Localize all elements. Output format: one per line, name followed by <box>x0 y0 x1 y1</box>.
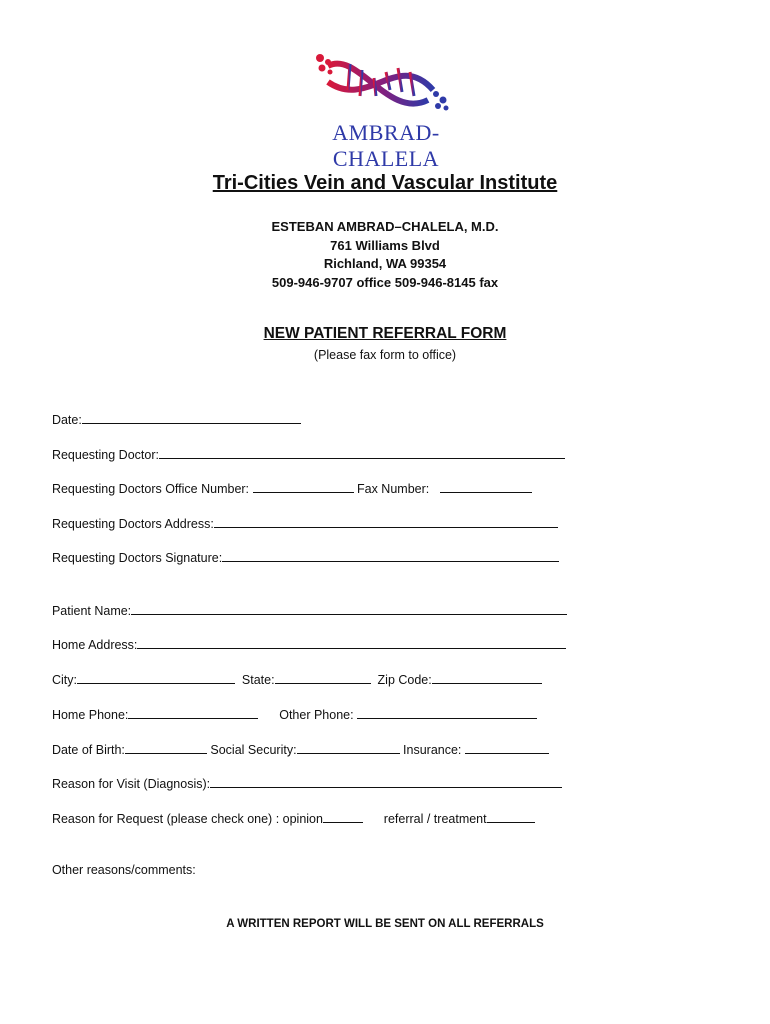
phone-fax-line: 509-946-9707 office 509-946-8145 fax <box>271 275 499 290</box>
dna-helix-icon <box>288 50 484 120</box>
patient-name-row <box>45 589 567 618</box>
referral-treatment-checkbox[interactable] <box>487 811 535 823</box>
date-label: Date: <box>51 413 82 427</box>
doctor-signature-label: Requesting Doctors Signature: <box>51 551 223 565</box>
date-field[interactable] <box>82 412 301 424</box>
opinion-checkbox[interactable] <box>323 811 363 823</box>
office-number-field[interactable] <box>253 481 354 493</box>
institute-title: Tri-Cities Vein and Vascular Institute <box>212 172 558 194</box>
fax-number-field[interactable] <box>440 481 532 493</box>
reason-request-row <box>45 797 535 826</box>
doctor-address-row <box>45 502 558 531</box>
street-address: 761 Williams Blvd <box>330 238 440 253</box>
reason-visit-field[interactable] <box>210 776 562 788</box>
patient-name-field[interactable] <box>131 603 567 615</box>
other-phone-field[interactable] <box>357 707 537 719</box>
insurance-label: Insurance: <box>403 743 462 757</box>
fax-number-label: Fax Number: <box>357 482 430 496</box>
zip-label: Zip Code: <box>377 673 432 687</box>
other-reasons-row <box>45 849 196 877</box>
footer-note: A WRITTEN REPORT WILL BE SENT ON ALL REFERRALS <box>226 918 544 930</box>
other-phone-label: Other Phone: <box>279 708 354 722</box>
dob-field[interactable] <box>125 742 207 754</box>
requesting-doctor-label: Requesting Doctor: <box>51 448 159 462</box>
date-row <box>45 398 301 427</box>
home-address-field[interactable] <box>137 637 566 649</box>
insurance-field[interactable] <box>465 742 549 754</box>
doctor-address-field[interactable] <box>214 516 558 528</box>
home-address-label: Home Address: <box>51 638 138 652</box>
state-label: State: <box>241 673 275 687</box>
city-state-zip-row <box>45 658 542 687</box>
doctor-signature-field[interactable] <box>222 550 559 562</box>
reason-visit-row <box>45 762 562 791</box>
patient-name-label: Patient Name: <box>51 604 132 618</box>
home-phone-field[interactable] <box>128 707 258 719</box>
ssn-field[interactable] <box>297 742 400 754</box>
other-reasons-label: Other reasons/comments: <box>51 863 196 877</box>
doctor-name: ESTEBAN AMBRAD–CHALELA, M.D. <box>271 219 499 234</box>
home-address-row <box>45 623 566 652</box>
reason-request-label: Reason for Request (please check one) : opinion <box>51 812 323 826</box>
logo <box>288 50 484 171</box>
ssn-label: Social Security: <box>210 743 297 757</box>
doctor-signature-row <box>45 536 559 565</box>
requesting-doctor-row <box>45 433 565 462</box>
phone-row <box>45 693 537 722</box>
city-field[interactable] <box>77 672 235 684</box>
dob-ssn-insurance-row <box>45 728 549 757</box>
office-number-label: Requesting Doctors Office Number: <box>51 482 250 496</box>
logo-wordmark: AMBRAD-CHALELA <box>332 120 440 171</box>
office-fax-row <box>45 467 532 496</box>
form-instruction: (Please fax form to office) <box>313 348 457 362</box>
state-field[interactable] <box>275 672 371 684</box>
city-label: City: <box>51 673 77 687</box>
reason-visit-label: Reason for Visit (Diagnosis): <box>51 777 211 791</box>
form-title: NEW PATIENT REFERRAL FORM <box>263 325 507 342</box>
requesting-doctor-field[interactable] <box>159 447 565 459</box>
doctor-address-label: Requesting Doctors Address: <box>51 517 214 531</box>
city-state-zip: Richland, WA 99354 <box>323 256 447 271</box>
zip-field[interactable] <box>432 672 542 684</box>
home-phone-label: Home Phone: <box>51 708 129 722</box>
dob-label: Date of Birth: <box>51 743 125 757</box>
referral-treatment-label: referral / treatment <box>383 812 487 826</box>
